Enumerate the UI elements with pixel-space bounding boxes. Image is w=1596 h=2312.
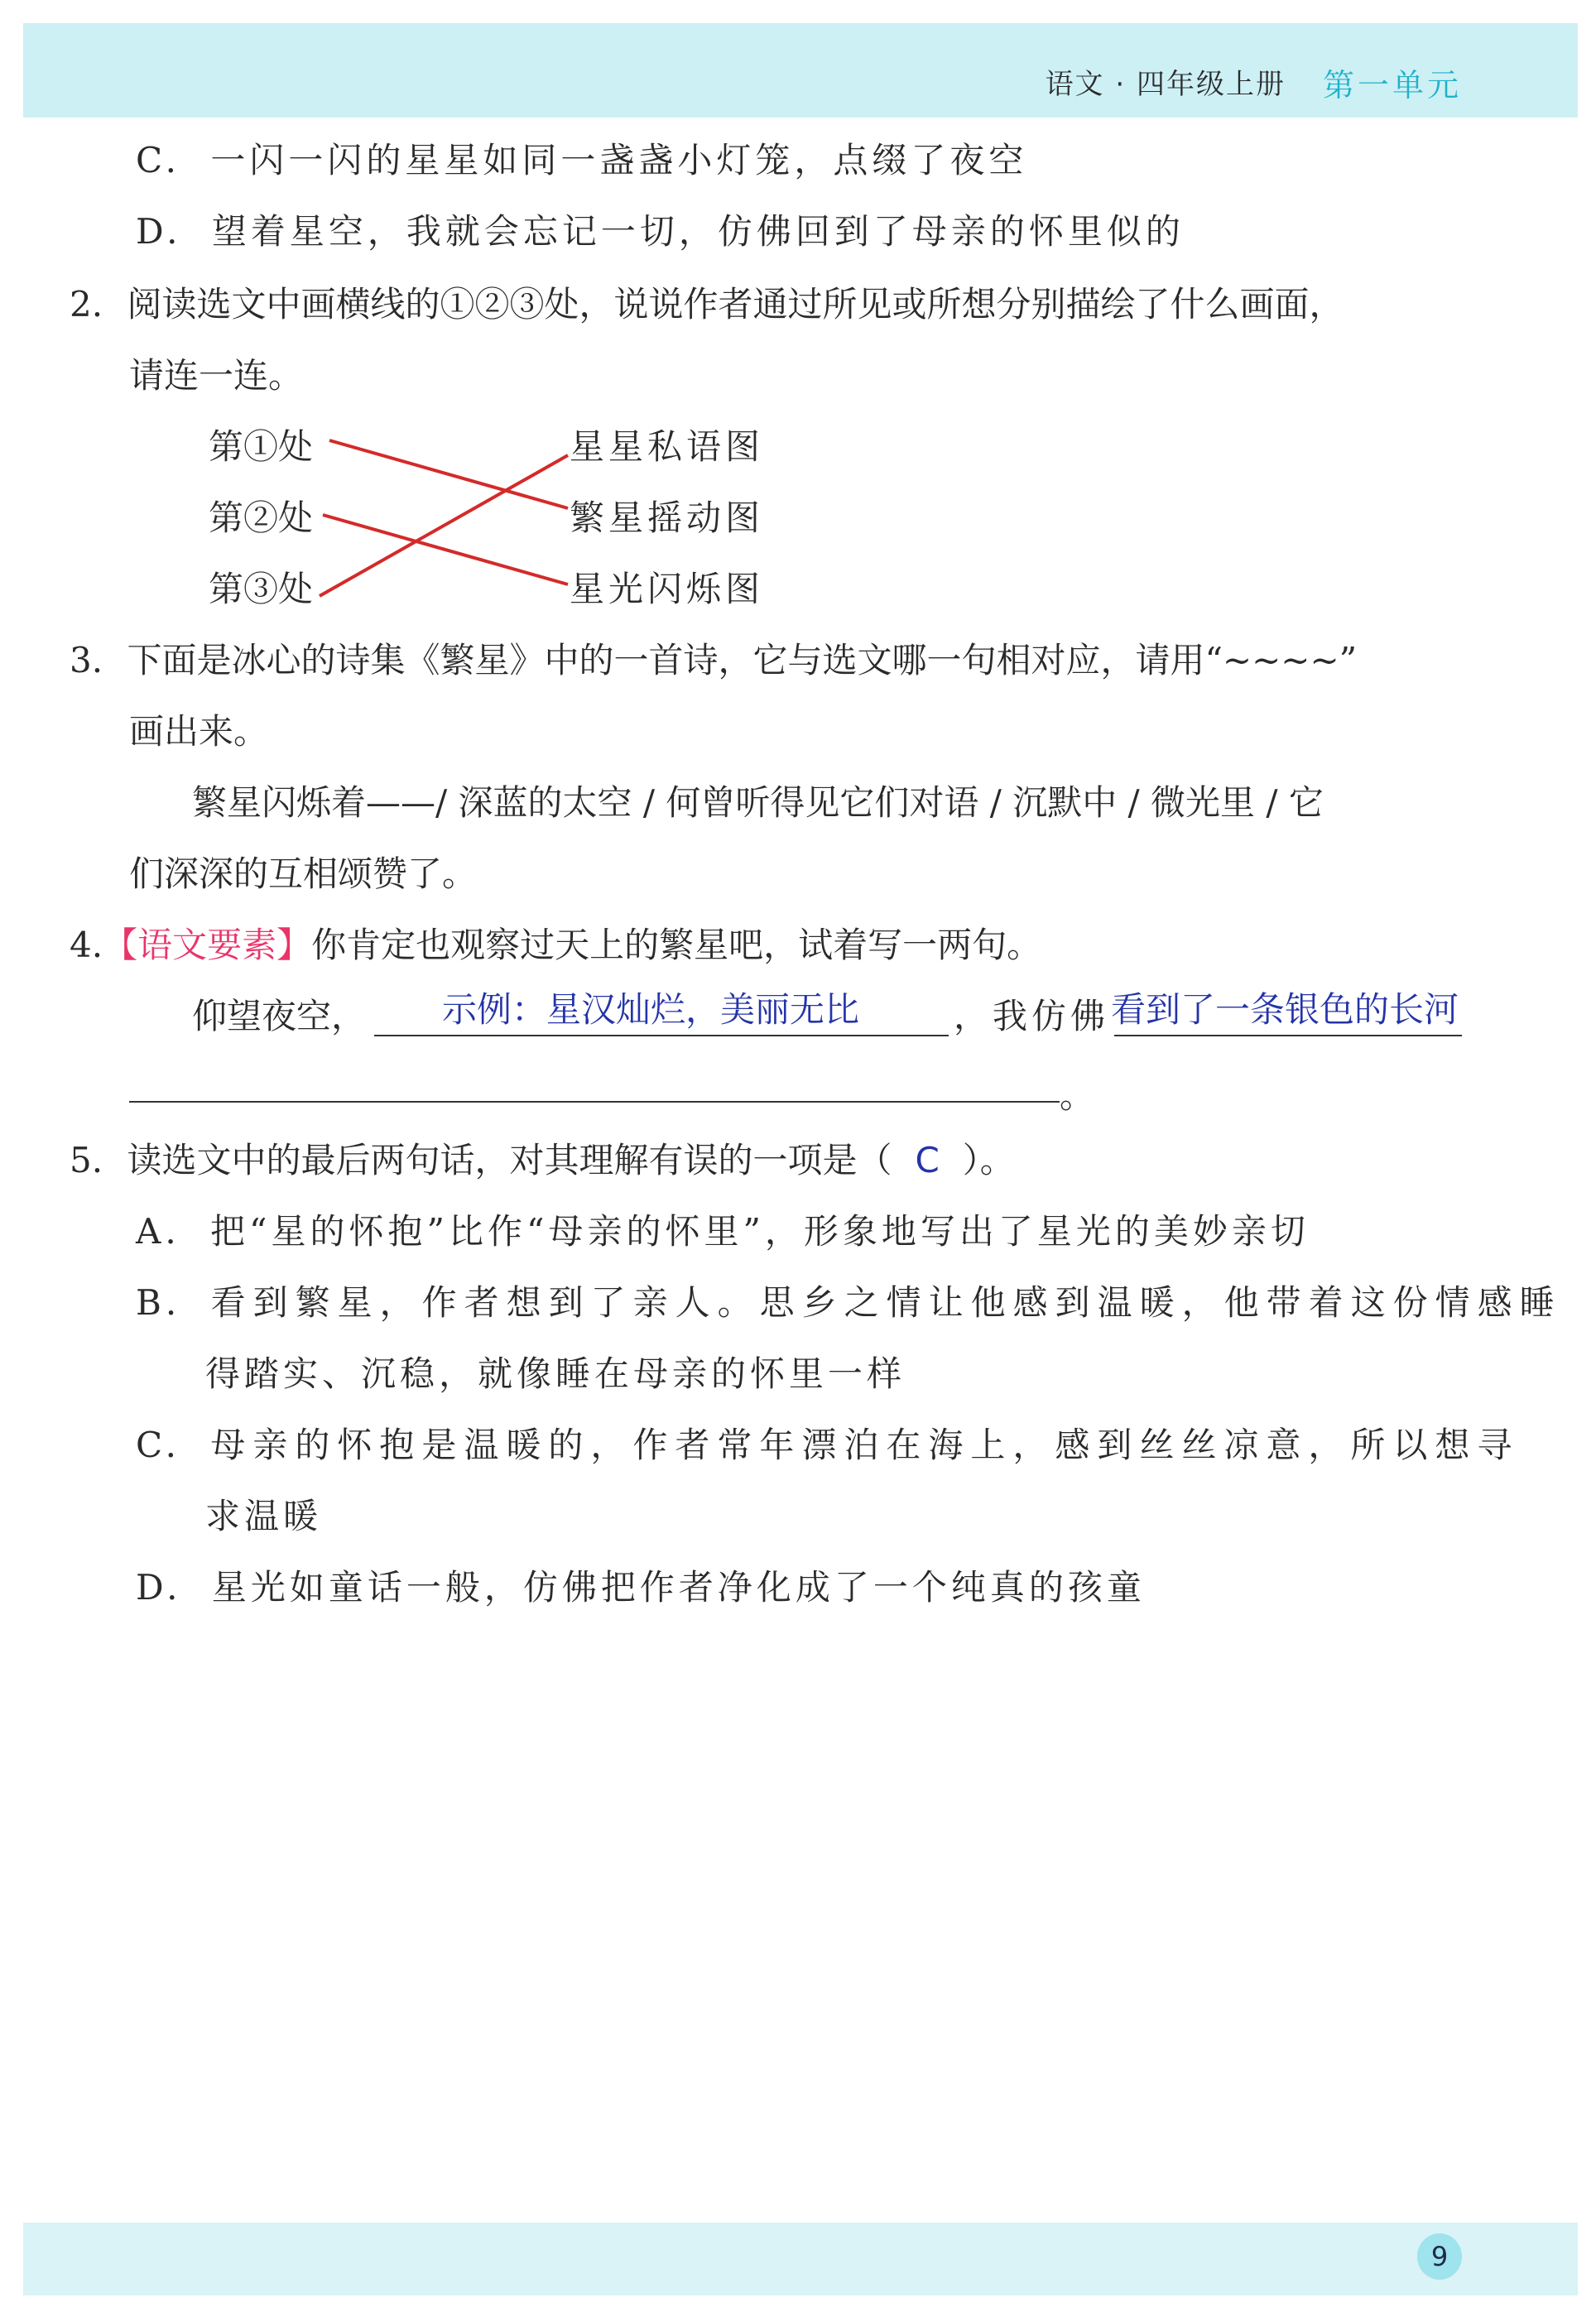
q2-text: 阅读选文中画横线的①②③处，说说作者通过所见或所想分别描绘了什么画面， [127,284,1344,324]
q5-stem: 读选文中的最后两句话，对其理解有误的一项是（ [127,1140,892,1180]
option-letter: C. [136,1425,180,1465]
q4-number: 4. [70,925,103,965]
q3-poem-line2: 们深深的互相颂赞了。 [129,853,478,894]
q5-option-a [136,1207,1310,1257]
option-letter: D. [136,211,182,252]
q4-tag: 【语文要素】 [103,925,312,965]
q2-number: 2. [70,284,103,324]
option-text: 看到繁星，作者想到了亲人。思乡之情让他感到温暖，他带着这份情感睡 [210,1282,1562,1323]
q2-line2: 请连一连。 [129,355,304,396]
option-letter: C. [136,140,180,180]
q3-text: 下面是冰心的诗集《繁星》中的一首诗，它与选文哪一句相对应，请用“~~~~” [127,640,1358,680]
option-text: 一闪一闪的星星如同一盏盏小灯笼，点缀了夜空 [210,140,1028,180]
q5-stem-end: ）。 [962,1140,1015,1180]
q5-option-b-line2: 得踏实、沉稳，就像睡在母亲的怀里一样 [205,1353,906,1394]
option-text: 把“星的怀抱”比作“母亲的怀里”，形象地写出了星光的美妙亲切 [210,1211,1310,1252]
q4-prompt: 你肯定也观察过天上的繁星吧，试着写一两句。 [311,925,1042,965]
option-letter: B. [136,1282,181,1323]
q5-option-b [136,1278,1562,1328]
q5-number: 5. [70,1140,103,1180]
q4-line1 [70,920,1041,970]
q4-blank-3 [129,1101,1060,1103]
option-text: 望着星空，我就会忘记一切，仿佛回到了母亲的怀里似的 [211,211,1185,252]
q5-line1 [70,1136,1015,1185]
q4-end: 。 [1060,1075,1095,1116]
option-text: 星光如童话一般，仿佛把作者净化成了一个纯真的孩童 [211,1567,1146,1608]
q4-answer-2: 看到了一条银色的长河 [1111,989,1459,1030]
q2-right-2: 繁星摇动图 [570,497,765,538]
q2-right-1: 星星私语图 [570,426,765,467]
option-text: 母亲的怀抱是温暖的，作者常年漂泊在海上，感到丝丝凉意，所以想寻 [210,1425,1520,1465]
q3-line2: 画出来。 [129,711,269,752]
q3-number: 3. [70,640,103,680]
q2-left-2: 第②处 [209,497,314,538]
page-number: 9 [1417,2233,1462,2280]
q2-left-1: 第①处 [209,426,314,467]
header-subject: 语文 · 四年级上册 [1045,68,1286,101]
q2-right-3: 星光闪烁图 [570,569,765,609]
header-unit: 第一单元 [1322,67,1462,103]
option-letter: D. [136,1567,182,1608]
option-letter: A. [136,1211,180,1252]
q4-blank-2 [1114,1035,1462,1036]
q5-option-c [136,1420,1519,1470]
q2-left-3: 第③处 [209,569,314,609]
q4-blank-1 [374,1035,949,1036]
q5-option-c-line2: 求温暖 [205,1496,323,1536]
q5-answer: C [915,1140,940,1180]
q4-stem1: 仰望夜空， [192,996,367,1036]
q4-answer-1: 示例：星汉灿烂，美丽无比 [442,989,860,1030]
q3-line1 [70,636,1357,685]
footer-band [23,2223,1578,2295]
q5-option-d [136,1563,1146,1613]
q3-poem-line1: 繁星闪烁着——/ 深蓝的太空 / 何曾听得见它们对语 / 沉默中 / 微光里 / 它 [192,782,1324,823]
q4-stem2: ，我仿佛 [954,996,1110,1036]
